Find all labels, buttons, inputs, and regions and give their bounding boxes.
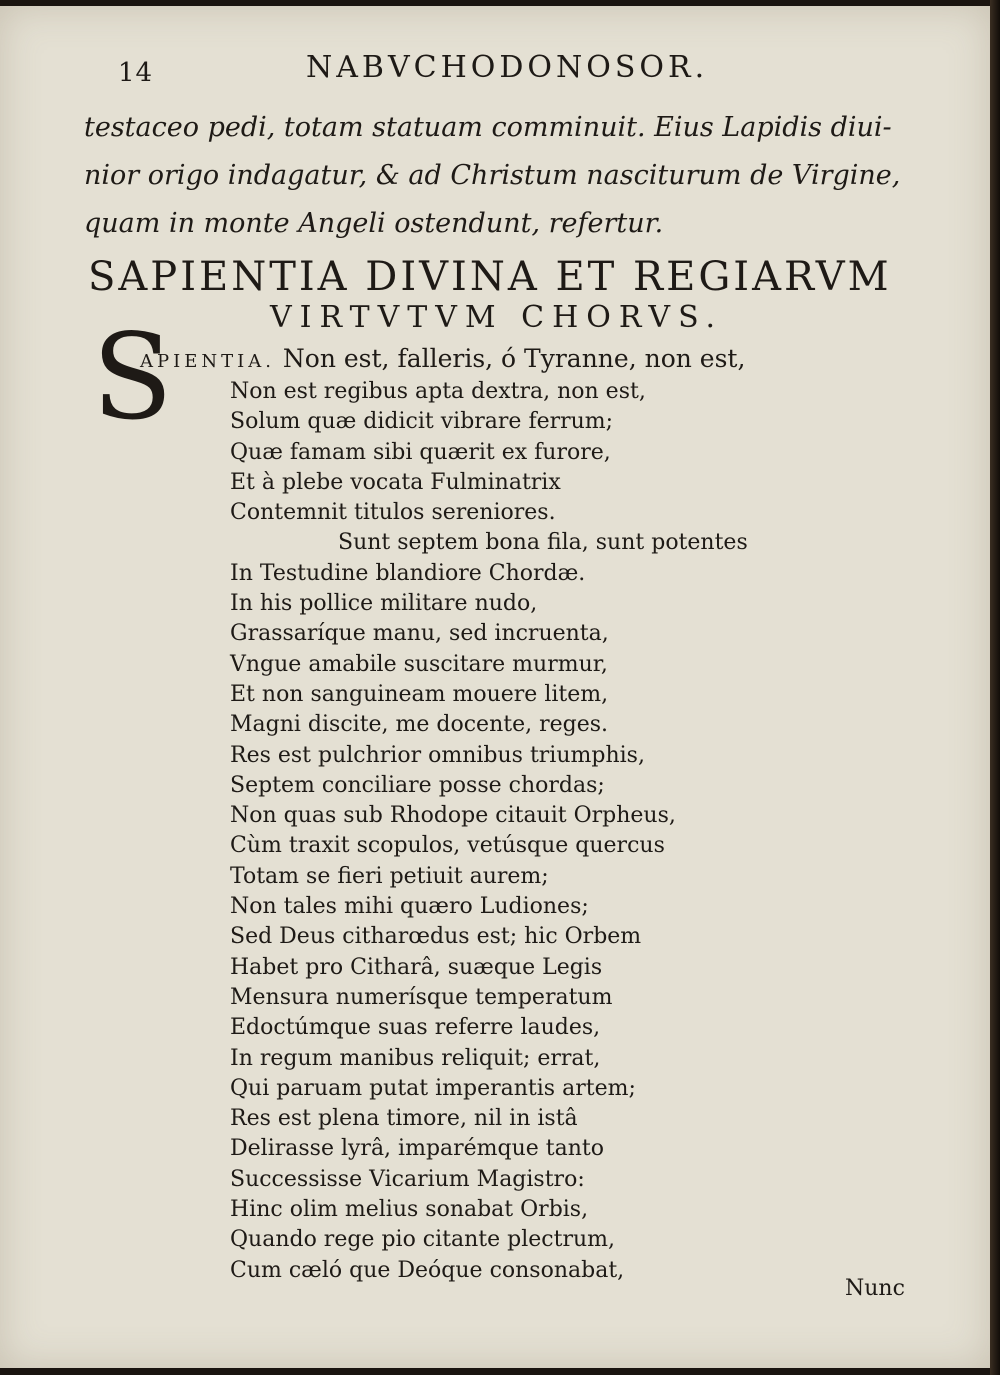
verse-line: Grassaríque manu, sed incruenta, (230, 621, 609, 647)
drop-cap: S (92, 308, 173, 446)
verse-line: Habet pro Citharâ, suæque Legis (230, 954, 603, 980)
argument-line: nior origo indagatur, & ad Christum nasciturum de Virgine, (84, 160, 901, 191)
verse-line: Contemnit titulos sereniores. (230, 500, 556, 526)
verse-text: Non est, falleris, ó Tyranne, non est, (282, 344, 746, 373)
verse-line: Non quas sub Rhodope citauit Orpheus, (230, 803, 676, 829)
verse-line: In Testudine blandiore Chordæ. (230, 560, 586, 586)
argument-line: quam in monte Angeli ostendunt, refertur. (84, 208, 664, 239)
catchword: Nunc (845, 1276, 905, 1301)
verse-line: Mensura numerísque temperatum (230, 984, 613, 1010)
chorus-subtitle: VIRTVTVM CHORVS. (270, 300, 724, 335)
page-number: 14 (118, 58, 154, 88)
verse-line: Successisse Vicarium Magistro: (230, 1166, 585, 1192)
verse-line: Magni discite, me docente, reges. (230, 712, 609, 738)
verse-line: Non est regibus apta dextra, non est, (230, 379, 646, 404)
verse-line: In his pollice militare nudo, (230, 591, 538, 617)
verse-line: Non tales mihi quæro Ludiones; (230, 894, 589, 920)
verse-line: Septem conciliare posse chordas; (230, 772, 605, 798)
verse-line: Quæ famam sibi quærit ex furore, (230, 439, 611, 465)
verse-line: Delirasse lyrâ, imparémque tanto (230, 1136, 605, 1162)
speaker-name: APIENTIA. (140, 351, 275, 372)
verse-line: Et à plebe vocata Fulminatrix (230, 469, 561, 495)
verse-line: Cùm traxit scopulos, vetúsque quercus (230, 833, 665, 859)
verse-line: Totam se fieri petiuit aurem; (230, 863, 549, 889)
verse-line: Hinc olim melius sonabat Orbis, (230, 1197, 589, 1223)
verse-block (230, 377, 748, 1286)
verse-line: Solum quæ didicit vibrare ferrum; (230, 409, 614, 435)
book-page (0, 6, 990, 1368)
running-title: NABVCHODONOSOR. (306, 50, 709, 85)
argument-line: testaceo pedi, totam statuam comminuit. Eius Lapidis diui- (84, 112, 892, 143)
verse-line: Vngue amabile suscitare murmur, (230, 651, 608, 677)
argument-summary (84, 104, 924, 248)
book-edge (990, 0, 1000, 1375)
verse-line: Qui paruam putat imperantis artem; (230, 1075, 636, 1101)
verse-line: Cum cæló que Deóque consonabat, (230, 1257, 625, 1283)
verse-line: Edoctúmque suas referre laudes, (230, 1015, 601, 1041)
verse-line: Res est plena timore, nil in istâ (230, 1106, 578, 1132)
chorus-title: SAPIENTIA DIVINA ET REGIARVM (88, 254, 892, 300)
verse-line: Quando rege pio citante plectrum, (230, 1227, 615, 1253)
first-verse-line (140, 344, 745, 373)
verse-line: Et non sanguineam mouere litem, (230, 681, 609, 707)
verse-line: Sed Deus citharœdus est; hic Orbem (230, 924, 642, 950)
verse-line: Res est pulchrior omnibus triumphis, (230, 742, 645, 768)
verse-line: Sunt septem bona fila, sunt potentes (338, 530, 748, 556)
verse-line: In regum manibus reliquit; errat, (230, 1045, 601, 1071)
